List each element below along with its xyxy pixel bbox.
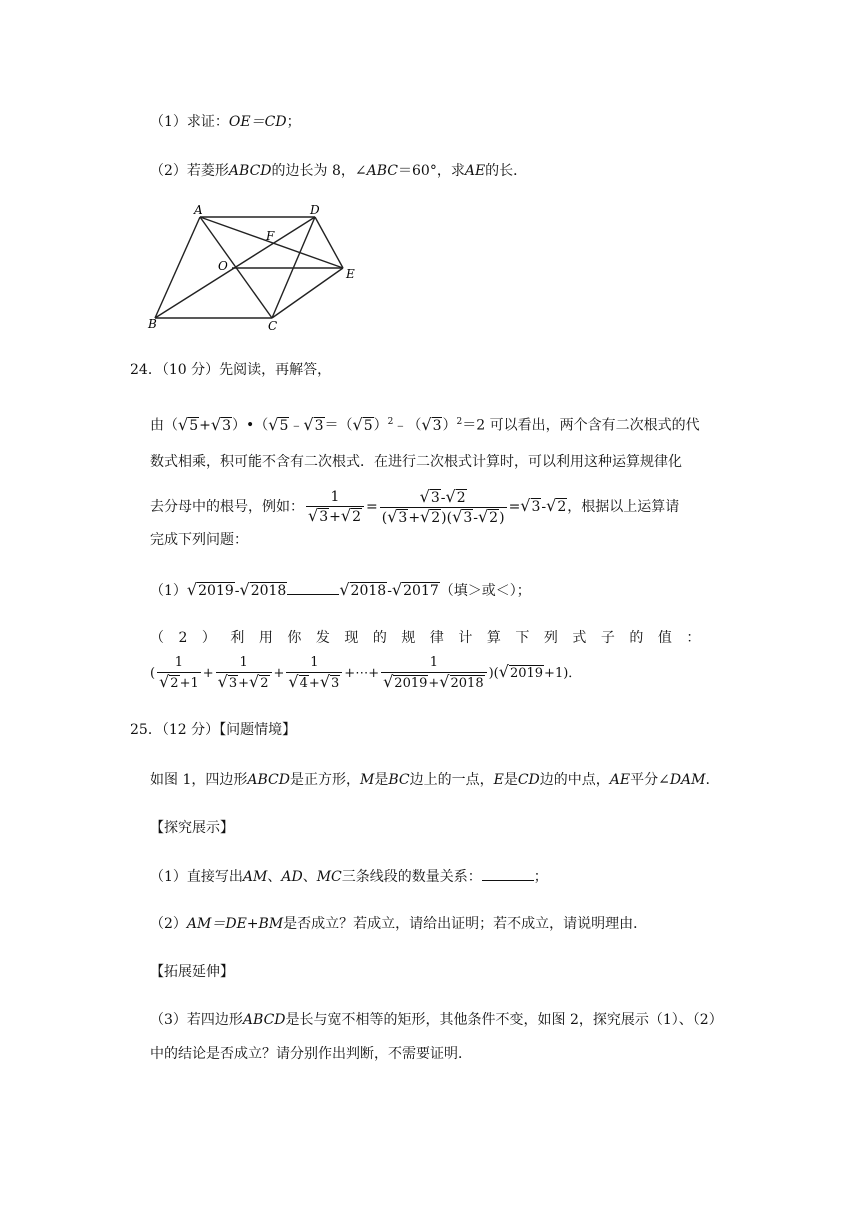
q24-text: 由（ — [150, 417, 178, 434]
q25-text: （2） — [150, 916, 187, 932]
q25-text: 边的中点， — [539, 772, 610, 788]
exponent: 2 — [456, 417, 463, 427]
q24-text: ＝（ — [324, 417, 353, 434]
q25-var: AD — [281, 869, 303, 885]
radicand: 3 — [222, 417, 231, 434]
q25-text: 是正方形， — [289, 772, 360, 788]
radicand: 5 — [189, 417, 199, 434]
q25-section-extend: 【拓展延伸】 — [150, 964, 234, 980]
sqrt5: √5 — [352, 414, 373, 434]
numerator: 1 — [429, 655, 438, 670]
q24-text: （1） — [150, 583, 187, 599]
radicand: 2017 — [403, 583, 439, 599]
q23-part1-label: （1）求证： — [150, 114, 229, 130]
q24-sub2-expr: ( $\frac{1}{√2+1}$ + $\frac{1}{√3+√2}$ + $\frac{1}{√4+√3}$ +⋯+ $\frac{1}{√2019+√2018}$ )(√2019+1)． — [150, 655, 582, 691]
label-B: B — [148, 317, 157, 331]
q25-text: 如图 1，四边形 — [150, 772, 248, 788]
q24-text: ） — [373, 417, 388, 434]
q25-section-explore: 【探究展示】 — [150, 820, 234, 836]
radicand: 2 — [489, 509, 499, 526]
radicand: 2019 — [509, 666, 544, 681]
radicand: 2 — [431, 509, 441, 526]
radicand: 2 — [352, 509, 361, 525]
radicand: 2 — [260, 676, 269, 691]
q25-var: AM＝DE+BM — [186, 916, 284, 932]
q25-text: 是否成立？若成立，请给出证明；若不成立，请说明理由． — [283, 916, 648, 932]
q24-text: ） — [442, 417, 457, 434]
numerator: 1 — [310, 655, 319, 670]
example-fraction: $\frac{1}{√3+√2}$ — [306, 488, 364, 526]
q24-text: +1 — [179, 676, 199, 691]
q24-para2: 数式相乘，积可能不含有二次根式．在进行二次根式计算时，可以利用这种运算规律化 — [150, 454, 682, 470]
radicand: 2018 — [350, 583, 387, 599]
q25-text: . — [705, 772, 710, 788]
q25-text: 是 — [374, 772, 389, 788]
q25-var: ABCD — [247, 772, 290, 788]
q24-text: +⋯+ — [344, 666, 380, 681]
label-F: F — [266, 229, 275, 243]
q25-text: 是 — [503, 772, 518, 788]
sqrt5: √5 — [178, 414, 199, 434]
radicand: 2 — [557, 499, 567, 515]
sqrt3: √3 — [210, 414, 231, 434]
q25-var: ABCD — [242, 1012, 286, 1028]
sqrt3: √3 — [421, 414, 442, 434]
q24-text: ＝2 可以看出，两个含有二次根式的代 — [462, 417, 700, 434]
sqrt5: √5 — [268, 414, 289, 434]
radicand: 2 — [170, 676, 179, 691]
q23-text: 的长． — [485, 163, 528, 179]
q24-header: 24．（10 分）先阅读，再解答， — [130, 362, 332, 378]
radicand: 3 — [432, 417, 442, 434]
radicand: 5 — [279, 417, 289, 434]
label-D: D — [310, 203, 320, 217]
q25-var: BC — [388, 772, 410, 788]
q23-text: 的边长为 8，∠ — [271, 163, 367, 179]
q24-text: +1 — [544, 666, 564, 681]
q24-text: ）•（ — [231, 417, 269, 434]
q24-sub2-text: （2）利用你发现的规律计算下列式子的值： — [150, 630, 715, 646]
label-O: O — [218, 259, 228, 273]
numerator: 1 — [174, 655, 184, 670]
q23-part1 — [150, 112, 301, 132]
q25-text: 是长与宽不相等的矩形，其他条件不变，如图 2，探究展示（1）、（2） — [285, 1012, 723, 1028]
radicand: 2019 — [198, 583, 234, 599]
q25-sub2 — [150, 914, 647, 934]
q25-sub1 — [150, 866, 548, 887]
q25-var: AE — [609, 772, 631, 788]
q24-text: 去分母中的根号，例如： — [150, 499, 304, 515]
q24-para1: 由$(√5+√3)•(√5﹣√3=(√5)^2﹣(√3)^2=2$ 可以看出，两个含有二次根式的代 — [150, 414, 700, 434]
answer-blank[interactable] — [287, 580, 339, 595]
radicand: 3 — [314, 417, 324, 434]
q23-part1-suffix: ； — [286, 114, 301, 130]
radicand: 2019 — [394, 676, 428, 691]
q24-para4: 完成下列问题： — [150, 532, 248, 548]
q24-text: （填＞或＜）； — [439, 583, 531, 599]
label-A: A — [194, 203, 203, 217]
q24-text: ﹣（ — [393, 417, 422, 434]
q25-var: MC — [316, 869, 342, 885]
radicand: 4 — [299, 676, 308, 691]
answer-blank[interactable] — [482, 866, 534, 881]
sqrt3: √3 — [303, 414, 324, 434]
radicand: 2018 — [450, 676, 484, 691]
q24-text: ，根据以上运算请 — [567, 499, 680, 515]
radicand: 3 — [463, 509, 473, 526]
rhombus-figure — [140, 200, 370, 335]
q25-var: M — [359, 772, 375, 788]
q25-var: CD — [517, 772, 540, 788]
q24-text: ． — [568, 666, 582, 681]
q25-sub3 — [150, 1010, 723, 1030]
q25-text: ； — [533, 869, 548, 885]
q25-header: 25．（12 分）【问题情境】 — [130, 722, 297, 738]
exponent: 2 — [387, 417, 394, 427]
radicand: 3 — [228, 676, 238, 691]
rationalized-fraction: $\frac{√3-√2}{(√3+√2)(√3-√2)}$ — [381, 486, 505, 526]
q25-text: （3）若四边形 — [150, 1012, 243, 1028]
radicand: 3 — [531, 499, 541, 515]
q25-var: DAM — [669, 772, 706, 788]
radicand: 3 — [430, 489, 440, 506]
numerator: 1 — [239, 655, 248, 670]
q23-part1-expr: OE＝CD — [228, 114, 287, 130]
q25-para1 — [150, 770, 710, 790]
radicand: 3 — [331, 676, 340, 691]
q25-var: AM — [242, 869, 268, 885]
radicand: 2018 — [250, 583, 287, 599]
q25-text: 三条线段的数量关系： — [341, 869, 482, 885]
radicand: 5 — [363, 417, 373, 434]
radicand: 3 — [398, 509, 408, 526]
q25-text: 平分∠ — [630, 772, 670, 788]
q25-text: 边上的一点， — [409, 772, 494, 788]
radicand: 3 — [319, 509, 329, 525]
q23-text: ＝60°，求 — [398, 163, 465, 179]
label-C: C — [268, 319, 278, 333]
radicand: 2 — [456, 489, 466, 506]
q23-text: （2）若菱形 — [150, 163, 229, 179]
q23-var: ABC — [366, 163, 398, 179]
q25-text: 、 — [302, 869, 317, 885]
q25-sub3-cont: 中的结论是否成立？请分别作出判断，不需要证明． — [150, 1046, 472, 1062]
q25-var: E — [493, 772, 504, 788]
q24-para3: 去分母中的根号，例如： $\frac{1}{√3+√2}$ = $\frac{√3-√2}{(√3+√2)(√3-√2)}$ =√3-√2，根据以上运算请 — [150, 486, 680, 526]
q25-text: （1）直接写出 — [150, 869, 243, 885]
q24-sub1: （1）√2019-√2018 √2018-√2017（填＞或＜）； — [150, 580, 531, 599]
label-E: E — [346, 267, 355, 281]
q23-var: ABCD — [228, 163, 272, 179]
numerator: 1 — [330, 489, 340, 505]
q23-part2 — [150, 161, 527, 181]
q25-text: 、 — [267, 869, 282, 885]
q23-var: AE — [464, 163, 486, 179]
